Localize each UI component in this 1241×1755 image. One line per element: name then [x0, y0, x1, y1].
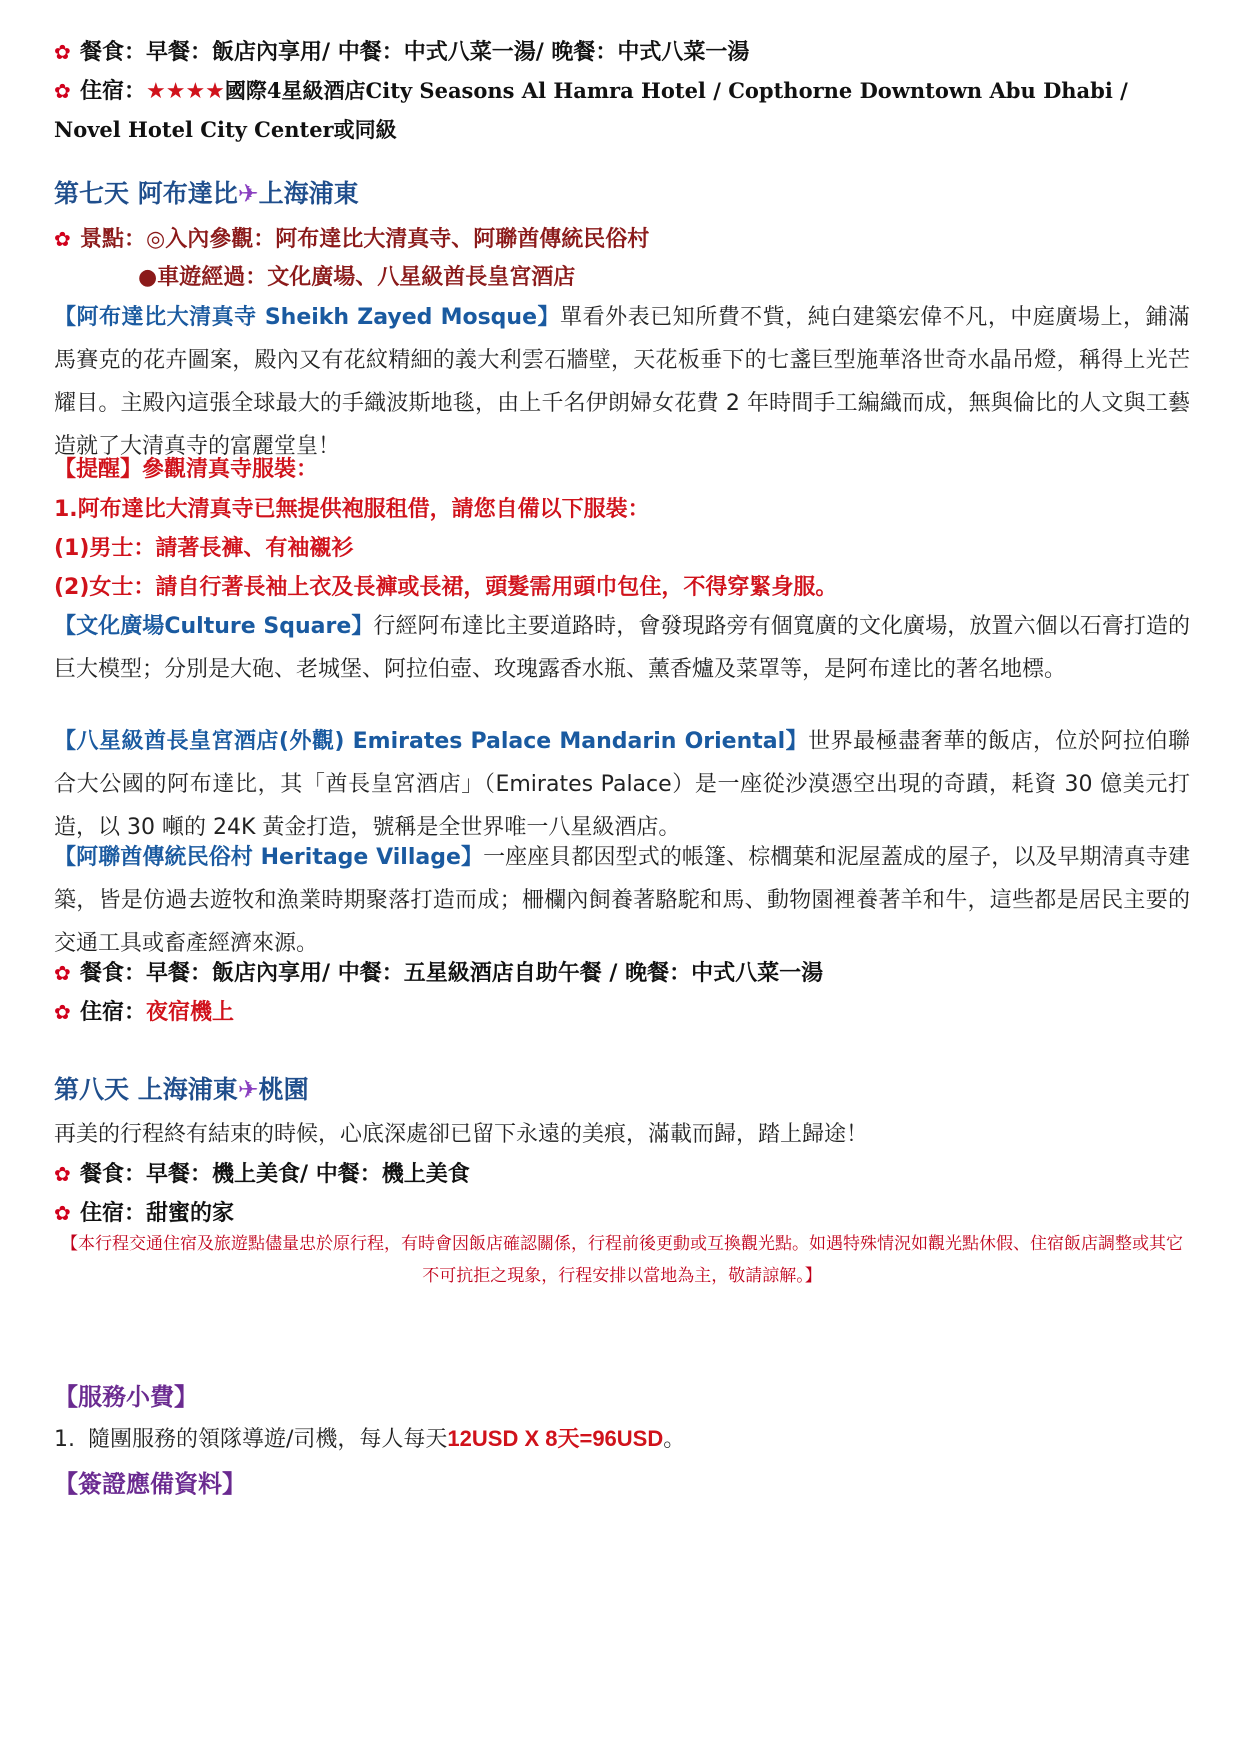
visa-title: 【簽證應備資料】: [54, 1470, 246, 1498]
hotel-label: 住宿：: [80, 1201, 147, 1226]
day-title-to: 上海浦東: [258, 179, 359, 208]
hotel-text: 甜蜜的家: [146, 1201, 235, 1226]
flower-icon: ✿: [54, 40, 71, 64]
meals-label: 餐食：: [80, 40, 147, 65]
palace-text: 世界最極盡奢華的飯店，位於阿拉伯聯合大公國的阿布達比，其「酋長皇宮酒店」（Emirates Palace）是一座從沙漠憑空出現的奇蹟，耗資 30 億美元打造，以 30 噸的 24K 黃金打造，號稱是全世界唯一八星級酒店。: [54, 729, 1190, 840]
tips-item-end: 。: [663, 1427, 686, 1452]
culture-paragraph: [54, 605, 1190, 691]
meals-label: 餐食：: [80, 1162, 147, 1187]
flower-icon: ✿: [54, 961, 71, 985]
day7-title: [54, 172, 359, 216]
day6-hotel-row-cont: [54, 108, 397, 153]
mosque-paragraph: [54, 296, 1190, 468]
tips-item-text: 隨團服務的領隊導遊/司機，每人每天: [88, 1427, 448, 1452]
plane-icon: ✈: [237, 179, 259, 208]
tips-item-number: 1.: [54, 1427, 75, 1452]
tips-item: [54, 1417, 685, 1462]
village-title: 【阿聯酋傳統民俗村 Heritage Village】: [54, 845, 484, 870]
village-text: 一座座貝都因型式的帳篷、棕櫚葉和泥屋蓋成的屋子，以及早期清真寺建築，皆是仿過去遊牧和漁業時期聚落打造而成；柵欄內飼養著駱駝和馬、動物園裡養著羊和牛，這些都是居民主要的交通工具或畜產經濟來源。: [54, 845, 1190, 956]
day-title-from: 第八天 上海浦東: [54, 1075, 238, 1104]
day7-hotel-row: [54, 990, 234, 1035]
palace-paragraph: [54, 720, 1190, 849]
reminder-line-2: (1)男士：請著長褲、有袖襯衫: [54, 536, 354, 561]
flower-icon: ✿: [54, 1000, 71, 1024]
reminder-line-1: 1.阿布達比大清真寺已無提供袍服租借，請您自備以下服裝：: [54, 497, 650, 522]
palace-title: 【八星級酋長皇宮酒店(外觀) Emirates Palace Mandarin Oriental】: [54, 729, 809, 754]
reminder-line-3: (2)女士：請自行著長袖上衣及長褲或長裙，頭髮需用頭巾包住，不得穿緊身服。: [54, 575, 838, 600]
flower-icon: ✿: [54, 1162, 71, 1186]
sights-drive: ●車遊經過：文化廣場、八星級酋長皇宮酒店: [138, 265, 576, 290]
hotel-text: 夜宿機上: [146, 1000, 235, 1025]
flower-icon: ✿: [54, 79, 71, 103]
day-title-to: 桃園: [258, 1075, 309, 1104]
tips-item-amount: 12USD X 8天=96USD: [447, 1426, 664, 1451]
meals-text: 早餐：機上美食/ 中餐：機上美食: [146, 1162, 470, 1187]
day7-sights-drive: [138, 256, 575, 300]
sights-visit: ◎入內參觀：阿布達比大清真寺、阿聯酋傳統民俗村: [146, 227, 650, 252]
sights-label: 景點：: [80, 227, 147, 252]
mosque-title: 【阿布達比大清真寺 Sheikh Zayed Mosque】: [54, 305, 561, 330]
tips-title: 【服務小費】: [54, 1383, 198, 1411]
village-paragraph: [54, 836, 1190, 965]
star-rating: ★★★★: [146, 79, 225, 104]
flower-icon: ✿: [54, 1201, 71, 1225]
mosque-text: 單看外表已知所費不貲，純白建築宏偉不凡，中庭廣場上，鋪滿馬賽克的花卉圖案，殿內又有花紋精細的義大利雲石牆壁，天花板垂下的七盞巨型施華洛世奇水晶吊燈，稱得上光芒耀目。主殿內這張全球最大的手織波斯地毯，由上千名伊朗婦女花費 2 年時間手工編織而成，無與倫比的人文與工藝造就了大清真寺的富麗堂皇！: [54, 305, 1190, 459]
reminder-title: 【提醒】參觀清真寺服裝：: [54, 457, 319, 482]
itinerary-notice: 【本行程交通住宿及旅遊點儘量忠於原行程，有時會因飯店確認關係，行程前後更動或互換觀光點。如遇特殊情況如觀光點休假、住宿飯店調整或其它不可抗拒之現象，行程安排以當地為主，敬請諒解。】: [61, 1234, 1183, 1286]
flower-icon: ✿: [54, 227, 71, 251]
meals-label: 餐食：: [80, 961, 147, 986]
hotel-label: 住宿：: [80, 1000, 147, 1025]
hotel-text-cont: Novel Hotel City Center或同級: [54, 117, 397, 142]
hotel-label: 住宿：: [80, 79, 147, 104]
day8-title: [54, 1068, 309, 1112]
culture-title: 【文化廣場Culture Square】: [54, 614, 374, 639]
plane-icon: ✈: [237, 1075, 259, 1104]
meals-text: 早餐：飯店內享用/ 中餐：中式八菜一湯/ 晚餐：中式八菜一湯: [146, 40, 750, 65]
day8-intro: 再美的行程終有結束的時候，心底深處卻已留下永遠的美痕，滿載而歸，踏上歸途！: [54, 1122, 869, 1147]
hotel-text: 國際4星級酒店City Seasons Al Hamra Hotel / Copthorne Downtown Abu Dhabi /: [224, 78, 1128, 103]
meals-text: 早餐：飯店內享用/ 中餐：五星級酒店自助午餐 / 晚餐：中式八菜一湯: [146, 961, 824, 986]
day-title-from: 第七天 阿布達比: [54, 179, 238, 208]
culture-text: 行經阿布達比主要道路時，會發現路旁有個寬廣的文化廣場，放置六個以石膏打造的巨大模型；分別是大砲、老城堡、阿拉伯壺、玫瑰露香水瓶、薰香爐及菜罩等，是阿布達比的著名地標。: [54, 614, 1190, 682]
